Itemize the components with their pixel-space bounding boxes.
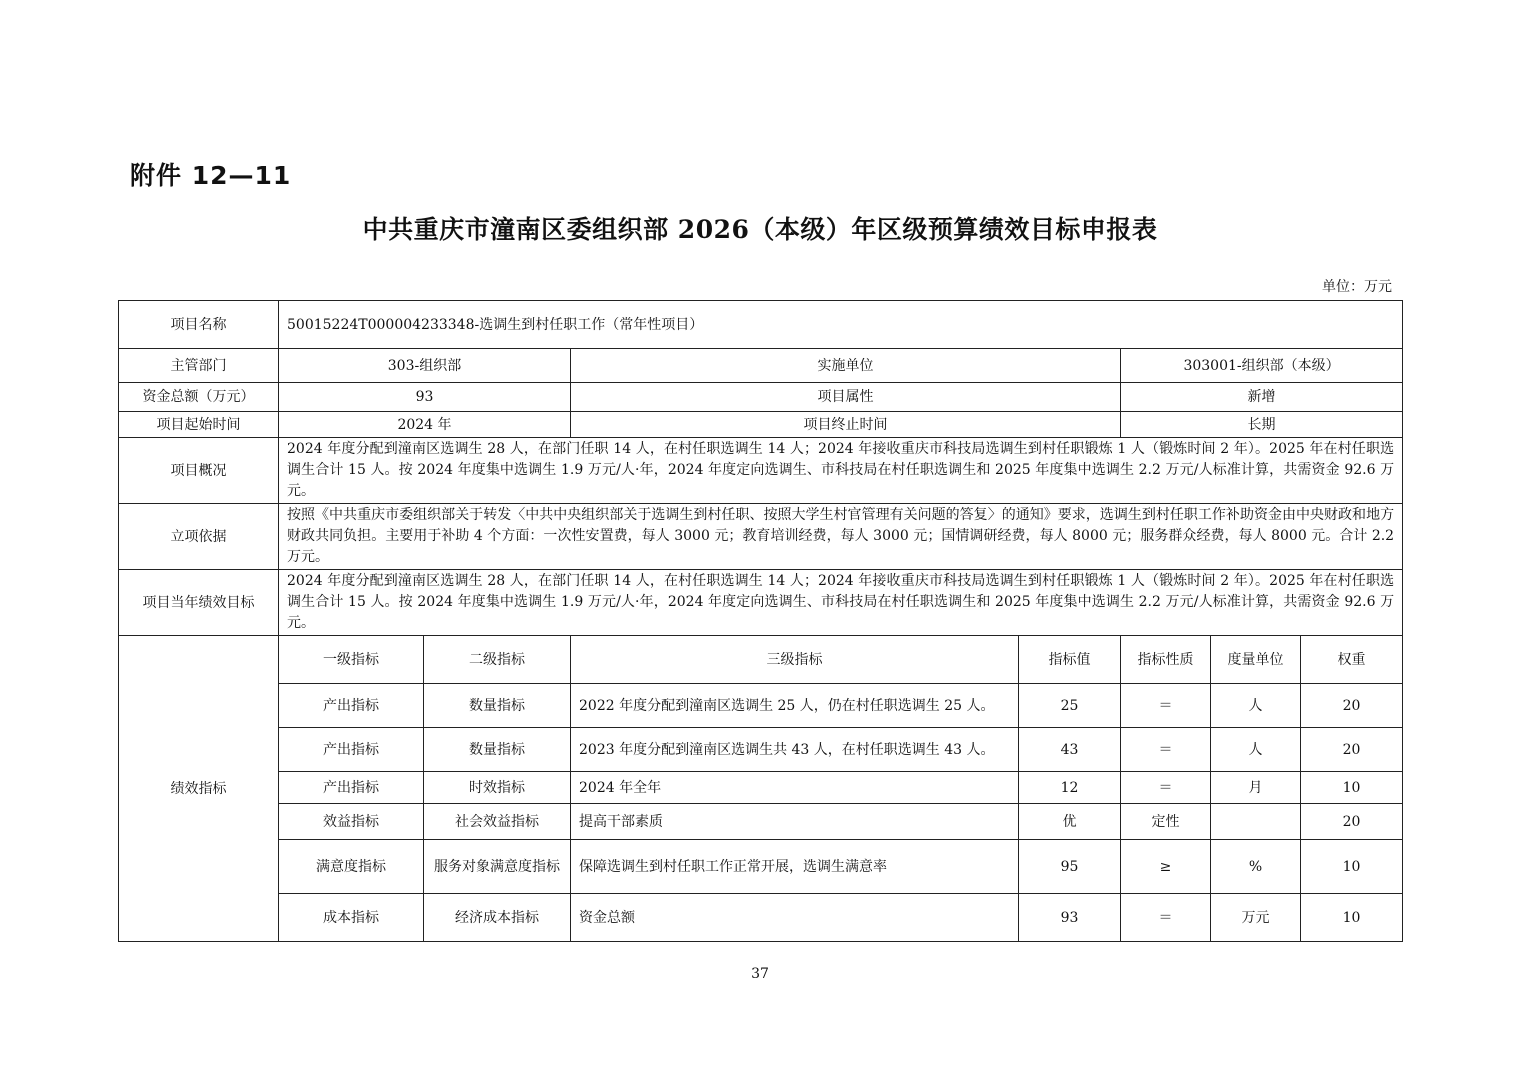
indicator-level2: 数量指标 bbox=[424, 728, 571, 772]
project-attr-label: 项目属性 bbox=[571, 383, 1121, 412]
header-level2: 二级指标 bbox=[424, 636, 571, 684]
indicator-nature: ＝ bbox=[1121, 894, 1211, 942]
overview-label: 项目概况 bbox=[119, 438, 279, 504]
indicator-level2: 经济成本指标 bbox=[424, 894, 571, 942]
impl-unit-label: 实施单位 bbox=[571, 349, 1121, 383]
budget-performance-table bbox=[118, 300, 1403, 942]
indicator-value: 95 bbox=[1019, 840, 1121, 894]
funds-row bbox=[119, 383, 1403, 412]
indicator-weight: 20 bbox=[1301, 684, 1403, 728]
funds-value: 93 bbox=[279, 383, 571, 412]
indicator-level3: 2023 年度分配到潼南区选调生共 43 人，在村任职选调生 43 人。 bbox=[571, 728, 1019, 772]
indicator-unit bbox=[1211, 804, 1301, 840]
funds-label: 资金总额（万元） bbox=[119, 383, 279, 412]
indicator-value: 25 bbox=[1019, 684, 1121, 728]
end-time-label: 项目终止时间 bbox=[571, 412, 1121, 438]
indicator-nature: ＝ bbox=[1121, 728, 1211, 772]
goal-label: 项目当年绩效目标 bbox=[119, 570, 279, 636]
unit-label: 单位：万元 bbox=[1322, 279, 1392, 295]
indicator-level1: 产出指标 bbox=[279, 728, 424, 772]
attachment-label: 附件 12—11 bbox=[130, 161, 292, 190]
indicator-level1: 效益指标 bbox=[279, 804, 424, 840]
indicator-header-row bbox=[119, 636, 1403, 684]
indicator-row bbox=[119, 894, 1403, 942]
basis-text: 按照《中共重庆市委组织部关于转发〈中共中央组织部关于选调生到村任职、按照大学生村官管理有关问题的答复〉的通知》要求，选调生到村任职工作补助资金由中央财政和地方财政共同负担。主要用于补助 4 个方面：一次性安置费，每人 3000 元；教育培训经费，每人 3000 元；国情调研经费，每人 8000 元；服务群众经费，每人 8000 元。合计 2.2 万元。 bbox=[279, 504, 1403, 570]
indicator-unit: 万元 bbox=[1211, 894, 1301, 942]
indicator-unit: 人 bbox=[1211, 684, 1301, 728]
header-level3: 三级指标 bbox=[571, 636, 1019, 684]
indicator-level3: 资金总额 bbox=[571, 894, 1019, 942]
indicator-row bbox=[119, 840, 1403, 894]
indicator-weight: 20 bbox=[1301, 804, 1403, 840]
indicator-level1: 成本指标 bbox=[279, 894, 424, 942]
indicator-weight: 10 bbox=[1301, 894, 1403, 942]
indicator-row bbox=[119, 684, 1403, 728]
indicator-level2: 服务对象满意度指标 bbox=[424, 840, 571, 894]
indicator-value: 优 bbox=[1019, 804, 1121, 840]
header-value: 指标值 bbox=[1019, 636, 1121, 684]
indicator-weight: 10 bbox=[1301, 772, 1403, 804]
indicator-level3: 保障选调生到村任职工作正常开展，选调生满意率 bbox=[571, 840, 1019, 894]
indicator-value: 93 bbox=[1019, 894, 1121, 942]
indicator-level3: 2022 年度分配到潼南区选调生 25 人，仍在村任职选调生 25 人。 bbox=[571, 684, 1019, 728]
project-name-label: 项目名称 bbox=[119, 301, 279, 349]
indicator-level3: 2024 年全年 bbox=[571, 772, 1019, 804]
indicator-level1: 满意度指标 bbox=[279, 840, 424, 894]
goal-text: 2024 年度分配到潼南区选调生 28 人，在部门任职 14 人，在村任职选调生 14 人；2024 年接收重庆市科技局选调生到村任职锻炼 1 人（锻炼时间 2 年）。2025 年在村任职选调生合计 15 人。按 2024 年度集中选调生 1.9 万元/人·年，2024 年度定向选调生、市科技局在村任职选调生和 2025 年度集中选调生 2.2 万元/人标准计算，共需资金 92.6 万元。 bbox=[279, 570, 1403, 636]
indicator-level2: 社会效益指标 bbox=[424, 804, 571, 840]
basis-label: 立项依据 bbox=[119, 504, 279, 570]
project-name-row bbox=[119, 301, 1403, 349]
dept-label: 主管部门 bbox=[119, 349, 279, 383]
impl-unit-value: 303001-组织部（本级） bbox=[1121, 349, 1403, 383]
header-weight: 权重 bbox=[1301, 636, 1403, 684]
overview-text: 2024 年度分配到潼南区选调生 28 人，在部门任职 14 人，在村任职选调生 14 人；2024 年接收重庆市科技局选调生到村任职锻炼 1 人（锻炼时间 2 年）。2025 年在村任职选调生合计 15 人。按 2024 年度集中选调生 1.9 万元/人·年，2024 年度定向选调生、市科技局在村任职选调生和 2025 年度集中选调生 2.2 万元/人标准计算，共需资金 92.6 万元。 bbox=[279, 438, 1403, 504]
indicator-level2: 时效指标 bbox=[424, 772, 571, 804]
project-attr-value: 新增 bbox=[1121, 383, 1403, 412]
indicator-value: 43 bbox=[1019, 728, 1121, 772]
indicator-nature: ≥ bbox=[1121, 840, 1211, 894]
page-number: 37 bbox=[751, 966, 769, 982]
indicator-row bbox=[119, 804, 1403, 840]
header-nature: 指标性质 bbox=[1121, 636, 1211, 684]
start-time-label: 项目起始时间 bbox=[119, 412, 279, 438]
indicators-section-label: 绩效指标 bbox=[119, 636, 279, 942]
indicator-level1: 产出指标 bbox=[279, 772, 424, 804]
dept-value: 303-组织部 bbox=[279, 349, 571, 383]
basis-row bbox=[119, 504, 1403, 570]
indicator-level2: 数量指标 bbox=[424, 684, 571, 728]
page-title: 中共重庆市潼南区委组织部 2026（本级）年区级预算绩效目标申报表 bbox=[362, 215, 1158, 244]
indicator-unit: % bbox=[1211, 840, 1301, 894]
indicator-unit: 月 bbox=[1211, 772, 1301, 804]
end-time-value: 长期 bbox=[1121, 412, 1403, 438]
project-name-value: 50015224T000004233348-选调生到村任职工作（常年性项目） bbox=[279, 301, 1403, 349]
indicator-level3: 提高干部素质 bbox=[571, 804, 1019, 840]
indicator-nature: ＝ bbox=[1121, 772, 1211, 804]
indicator-weight: 10 bbox=[1301, 840, 1403, 894]
indicator-weight: 20 bbox=[1301, 728, 1403, 772]
overview-row bbox=[119, 438, 1403, 504]
header-unit: 度量单位 bbox=[1211, 636, 1301, 684]
header-level1: 一级指标 bbox=[279, 636, 424, 684]
indicator-row bbox=[119, 772, 1403, 804]
goal-row bbox=[119, 570, 1403, 636]
department-row bbox=[119, 349, 1403, 383]
indicator-row bbox=[119, 728, 1403, 772]
indicator-unit: 人 bbox=[1211, 728, 1301, 772]
indicator-nature: ＝ bbox=[1121, 684, 1211, 728]
indicator-nature: 定性 bbox=[1121, 804, 1211, 840]
indicator-level1: 产出指标 bbox=[279, 684, 424, 728]
start-time-value: 2024 年 bbox=[279, 412, 571, 438]
indicator-value: 12 bbox=[1019, 772, 1121, 804]
time-row bbox=[119, 412, 1403, 438]
